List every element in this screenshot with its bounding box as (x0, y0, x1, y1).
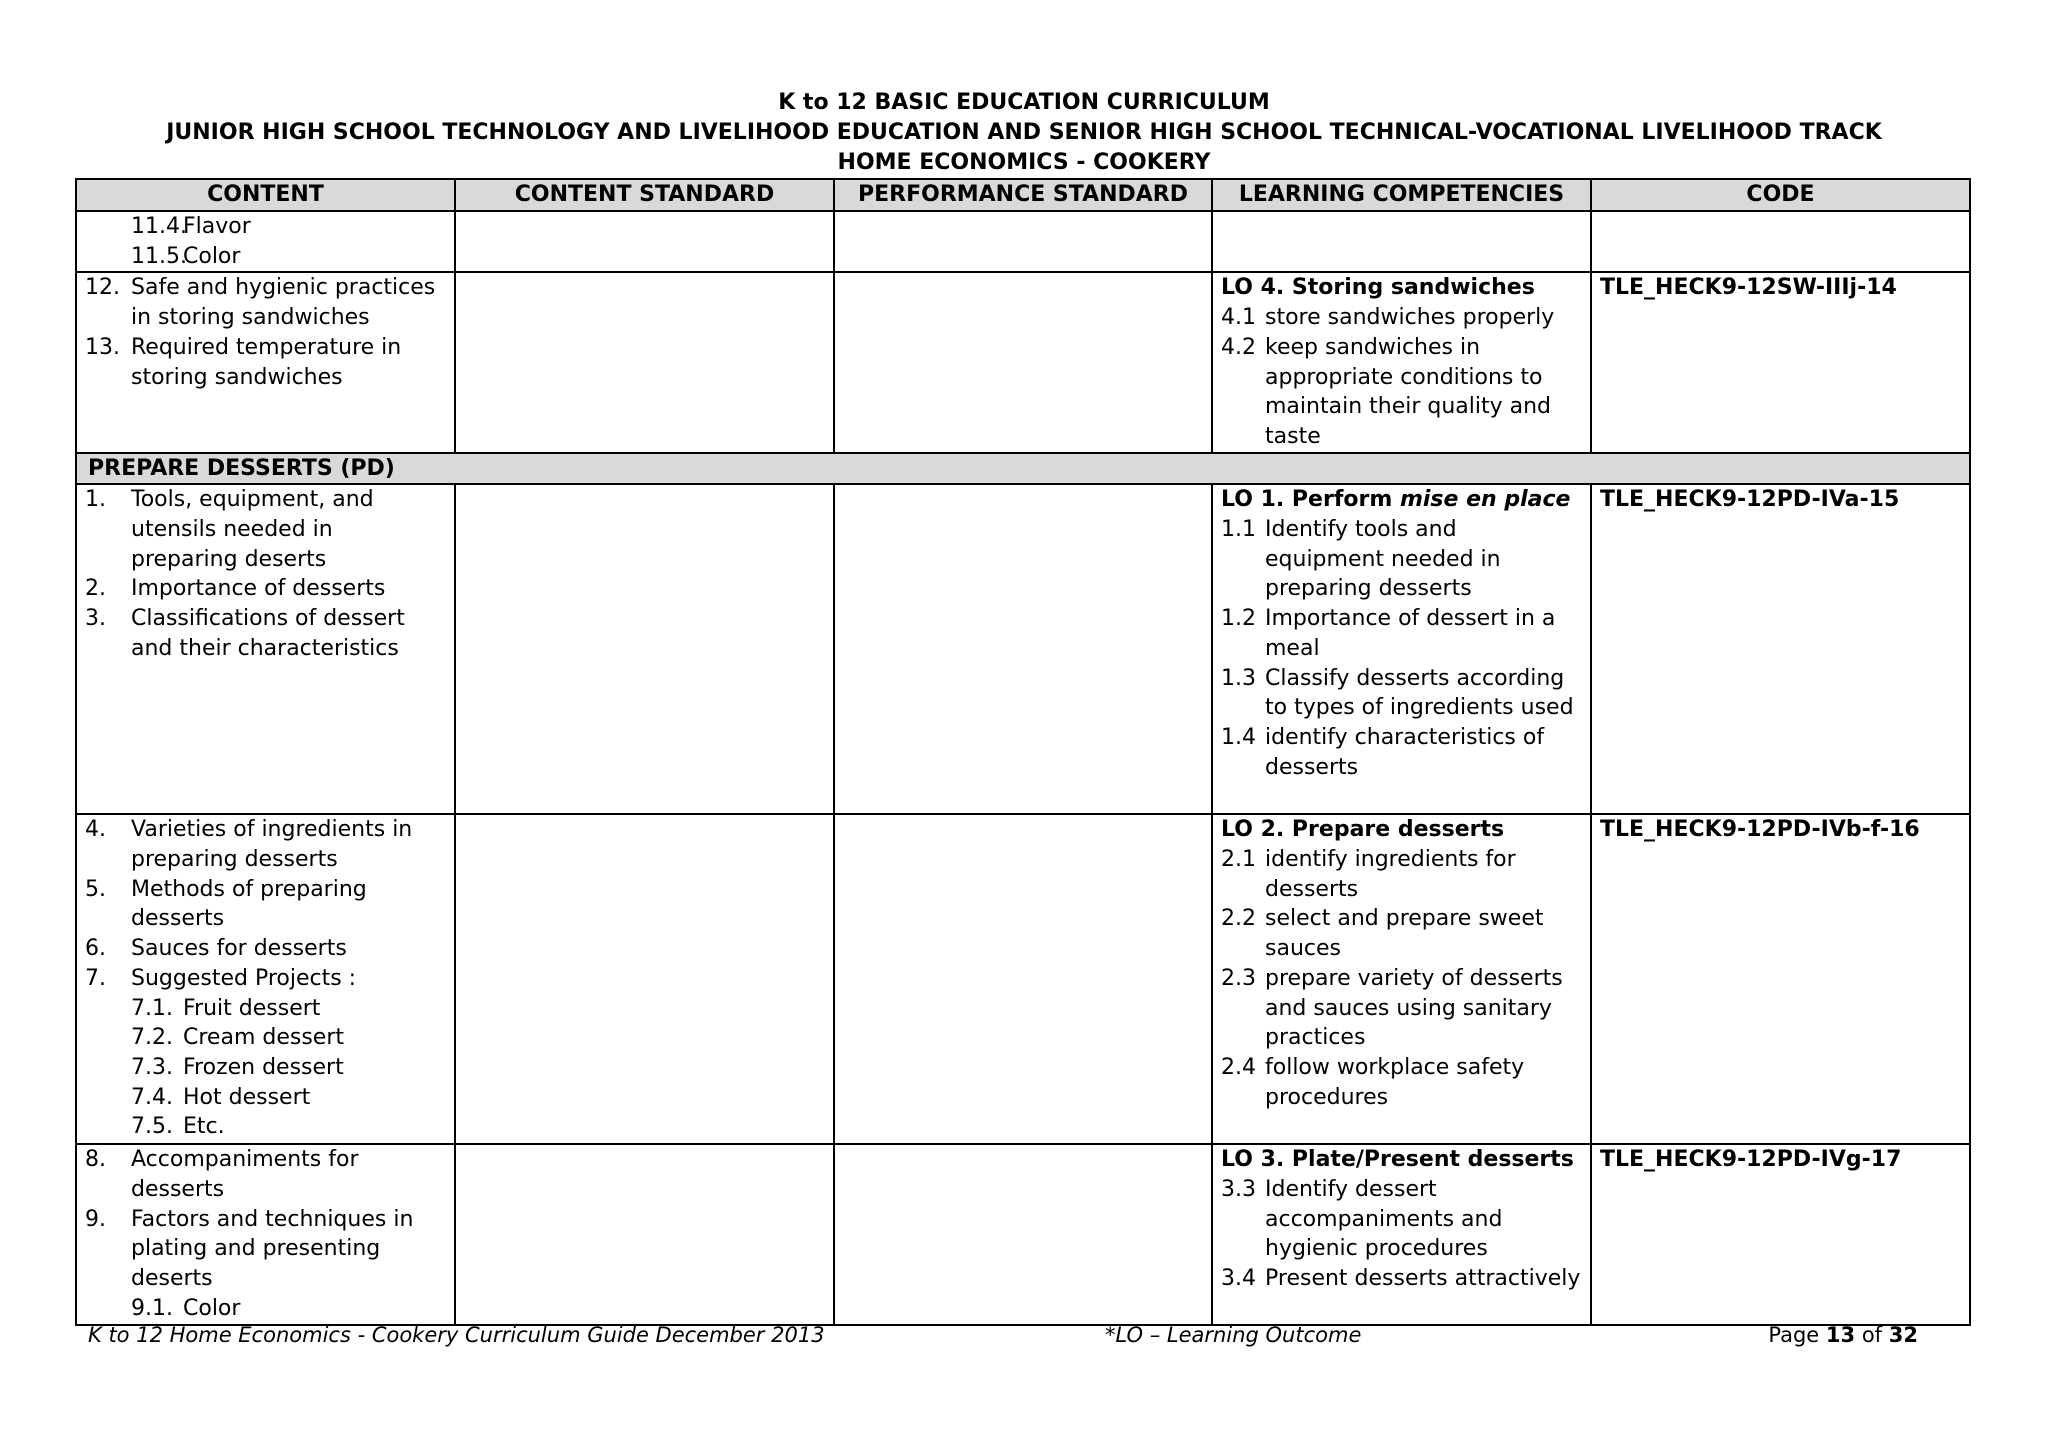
content-item-number: 9.1. (131, 1295, 173, 1321)
content-cell (76, 814, 455, 1144)
content-item (85, 815, 446, 874)
content-item-number: 12. (85, 275, 120, 301)
content-item (85, 994, 446, 1024)
competency-number: 2.3 (1221, 965, 1256, 991)
competency-code-cell: TLE_HECK9-12PD-IVb-f-16 (1591, 814, 1970, 1144)
competency-item (1221, 664, 1582, 723)
content-item-number: 9. (85, 1206, 106, 1232)
competency-item (1221, 845, 1582, 904)
content-item-text: Safe and hygienic practices in storing sandwiches (131, 275, 436, 331)
content-cell (76, 211, 455, 272)
competency-number: 1.4 (1221, 724, 1256, 750)
competency-text: store sandwiches properly (1265, 305, 1555, 331)
competency-code-cell: TLE_HECK9-12SW-IIIj-14 (1591, 272, 1970, 452)
content-standard-cell (455, 484, 834, 814)
content-item (85, 1083, 446, 1113)
performance-standard-cell (834, 484, 1212, 814)
competency-item (1221, 1264, 1582, 1294)
competency-text: follow workplace safety procedures (1265, 1054, 1525, 1110)
content-item (85, 1145, 446, 1204)
competency-text: Identify tools and equipment needed in preparing desserts (1265, 517, 1501, 602)
footer-page-number (1768, 1320, 1918, 1350)
content-item-text: Hot dessert (183, 1084, 311, 1110)
learning-outcome-title (1221, 1145, 1582, 1175)
content-item-number: 7.3. (131, 1054, 173, 1080)
content-item (85, 1023, 446, 1053)
performance-standard-cell (834, 211, 1212, 272)
section-row (76, 453, 1970, 485)
table-header-row (76, 179, 1970, 211)
learning-competencies-cell (1212, 272, 1591, 452)
table-row (76, 1144, 1970, 1324)
content-item-number: 4. (85, 817, 106, 843)
competency-item (1221, 904, 1582, 963)
document-header (0, 88, 2048, 178)
content-item-number: 13. (85, 334, 120, 360)
content-item (85, 964, 446, 994)
competency-number: 2.4 (1221, 1054, 1256, 1080)
table-row (76, 211, 1970, 272)
competency-item (1221, 1175, 1582, 1264)
content-cell (76, 1144, 455, 1324)
footer-lo-note: *LO – Learning Outcome (1105, 1323, 1362, 1347)
curriculum-title: K to 12 BASIC EDUCATION CURRICULUM (778, 90, 1270, 115)
content-item-number: 7.1. (131, 995, 173, 1021)
content-item (85, 604, 446, 663)
content-standard-cell (455, 211, 834, 272)
column-header-learning-competencies: LEARNING COMPETENCIES (1212, 179, 1591, 211)
content-item (85, 333, 446, 392)
content-standard-cell (455, 814, 834, 1144)
competency-code-cell (1591, 211, 1970, 272)
page-of-label: of (1861, 1323, 1883, 1347)
learning-outcome-label: LO 2. Prepare desserts (1221, 817, 1505, 843)
learning-outcome-title (1221, 815, 1582, 845)
content-item-number: 11.5. (131, 243, 187, 269)
content-item-text: Factors and techniques in plating and presenting deserts (131, 1206, 414, 1292)
competency-item (1221, 1053, 1582, 1112)
content-item (85, 574, 446, 604)
content-item-text: Color (183, 243, 241, 269)
competency-item (1221, 964, 1582, 1053)
content-item-number: 3. (85, 606, 106, 632)
content-item (85, 1205, 446, 1294)
content-list (85, 1145, 446, 1323)
performance-standard-cell (834, 814, 1212, 1144)
content-item-text: Varieties of ingredients in preparing desserts (131, 817, 413, 873)
competency-text: identify characteristics of desserts (1265, 724, 1545, 780)
content-item-text: Color (183, 1295, 241, 1321)
content-item-text: Importance of desserts (131, 576, 386, 602)
learning-outcome-title (1221, 273, 1582, 303)
competency-item (1221, 604, 1582, 663)
content-cell (76, 272, 455, 452)
content-item-number: 11.4. (131, 214, 187, 239)
content-item-text: Tools, equipment, and utensils needed in preparing deserts (131, 487, 374, 572)
content-item-text: Accompaniments for desserts (131, 1147, 359, 1203)
learning-outcome-title (1221, 485, 1582, 515)
competency-item (1221, 515, 1582, 604)
footer-guide-title: K to 12 Home Economics - Cookery Curriculum Guide December 2013 (88, 1323, 825, 1347)
content-standard-cell (455, 1144, 834, 1324)
content-item (85, 242, 446, 272)
content-item-text: Suggested Projects : (131, 965, 357, 991)
content-item-text: Required temperature in storing sandwiches (131, 334, 402, 390)
content-item (85, 485, 446, 574)
learning-competencies-cell (1212, 814, 1591, 1144)
competency-number: 2.2 (1221, 906, 1256, 932)
column-header-performance-standard: PERFORMANCE STANDARD (834, 179, 1212, 211)
content-item (85, 1112, 446, 1142)
content-item-text: Methods of preparing desserts (131, 876, 367, 932)
content-item-text: Flavor (183, 214, 251, 239)
content-item-number: 5. (85, 876, 106, 902)
learning-competencies-cell (1212, 484, 1591, 814)
competency-number: 2.1 (1221, 847, 1256, 873)
competency-number: 1.2 (1221, 606, 1256, 632)
content-list (85, 815, 446, 1142)
competency-number: 3.4 (1221, 1266, 1256, 1292)
competency-number: 3.3 (1221, 1177, 1256, 1203)
competency-text: identify ingredients for desserts (1265, 847, 1516, 902)
competency-code-cell: TLE_HECK9-12PD-IVa-15 (1591, 484, 1970, 814)
content-item-number: 7.4. (131, 1084, 173, 1110)
performance-standard-cell (834, 1144, 1212, 1324)
content-item-text: Etc. (183, 1114, 225, 1140)
section-title: PREPARE DESSERTS (PD) (76, 453, 1970, 485)
competency-number: 1.1 (1221, 517, 1256, 543)
content-item-number: 1. (85, 487, 106, 513)
competency-text: select and prepare sweet sauces (1265, 906, 1544, 962)
performance-standard-cell (834, 272, 1212, 452)
learning-outcome-emphasis: mise en place (1399, 487, 1571, 513)
content-item-number: 6. (85, 936, 106, 962)
competency-text: Present desserts attractively (1265, 1266, 1581, 1292)
content-item-number: 2. (85, 576, 106, 602)
column-header-content: CONTENT (76, 179, 455, 211)
curriculum-table (75, 178, 1971, 1326)
subject-title: HOME ECONOMICS - COOKERY (837, 150, 1211, 175)
competency-text: Classify desserts according to types of ingredients used (1265, 665, 1574, 721)
content-list (85, 212, 446, 271)
learning-outcome-label: LO 4. Storing sandwiches (1221, 275, 1535, 301)
content-item-text: Sauces for desserts (131, 936, 347, 962)
competency-text: keep sandwiches in appropriate conditions to maintain their quality and taste (1265, 334, 1552, 449)
table-row (76, 814, 1970, 1144)
competency-text: Identify dessert accompaniments and hygienic procedures (1265, 1177, 1503, 1262)
content-item (85, 273, 446, 332)
page-footer (88, 1320, 1918, 1350)
competency-item (1221, 723, 1582, 782)
competency-item (1221, 303, 1582, 333)
learning-competencies-cell (1212, 211, 1591, 272)
content-item (85, 1053, 446, 1083)
competency-number: 4.2 (1221, 334, 1256, 360)
content-list (85, 273, 446, 392)
table-row (76, 272, 1970, 452)
content-item-text: Frozen dessert (183, 1054, 344, 1080)
page-label: Page (1768, 1323, 1820, 1347)
competency-text: prepare variety of desserts and sauces using sanitary practices (1265, 965, 1563, 1051)
content-item-number: 7.5. (131, 1114, 173, 1140)
learning-outcome-label: LO 1. Perform (1221, 487, 1400, 513)
table-row (76, 484, 1970, 814)
content-item-text: Fruit dessert (183, 995, 321, 1021)
competency-number: 4.1 (1221, 305, 1256, 331)
competency-code-cell: TLE_HECK9-12PD-IVg-17 (1591, 1144, 1970, 1324)
competency-text: Importance of dessert in a meal (1265, 606, 1556, 661)
content-standard-cell (455, 272, 834, 452)
competency-number: 1.3 (1221, 665, 1256, 691)
competency-item (1221, 333, 1582, 452)
page-total: 32 (1888, 1323, 1918, 1347)
content-cell (76, 484, 455, 814)
content-item-number: 8. (85, 1147, 106, 1173)
content-item (85, 212, 446, 242)
content-item-number: 7.2. (131, 1025, 173, 1051)
content-item-text: Classifications of dessert and their characteristics (131, 606, 405, 661)
page-current: 13 (1825, 1323, 1856, 1347)
content-item-text: Cream dessert (183, 1025, 344, 1051)
content-item (85, 934, 446, 964)
program-title: JUNIOR HIGH SCHOOL TECHNOLOGY AND LIVELIHOOD EDUCATION AND SENIOR HIGH SCHOOL TECHNICAL-VOCATIONAL LIVELIHOOD TRACK (166, 120, 1882, 145)
column-header-code: CODE (1591, 179, 1970, 211)
learning-competencies-cell (1212, 1144, 1591, 1324)
content-item (85, 875, 446, 934)
learning-outcome-label: LO 3. Plate/Present desserts (1221, 1147, 1574, 1173)
content-item-number: 7. (85, 965, 106, 991)
content-list (85, 485, 446, 663)
column-header-content-standard: CONTENT STANDARD (455, 179, 834, 211)
table-body (76, 211, 1970, 1325)
